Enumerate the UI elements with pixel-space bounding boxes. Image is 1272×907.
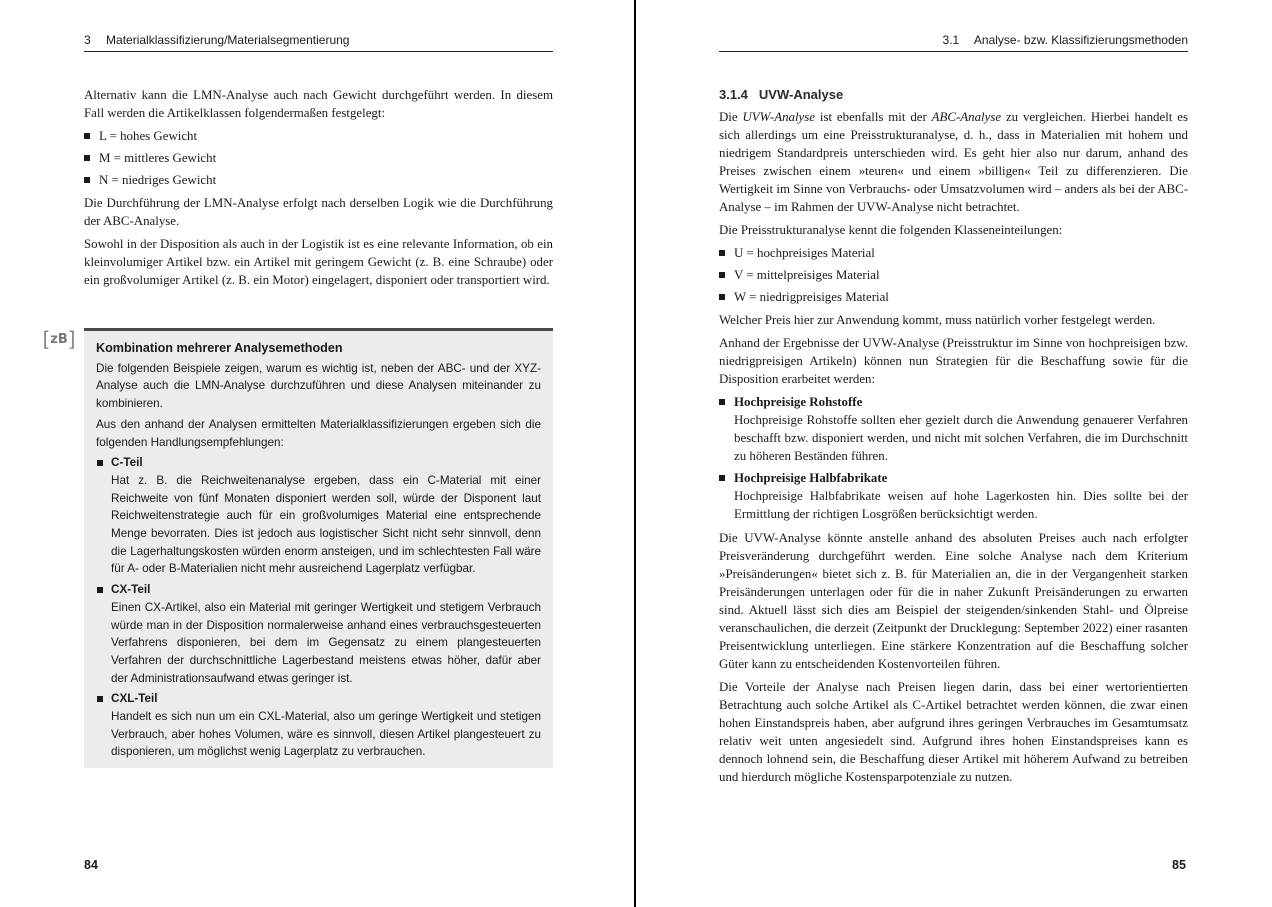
heading-title: UVW-Analyse: [758, 87, 844, 102]
box-recommendation-list: [96, 454, 541, 761]
item-text: Einen CX-Artikel, also ein Material mit geringer Wertigkeit und stetigem Verbrauch würde man in der Disposition normalerweise anhand eines verbrauchsgesteuerten Verfahrens disponieren, bei dem im Gegensatz zu einem plangesteuerten Verfahren der durchschnittliche Lagerbestand meistens etwas höher, dafür aber der Administrationsaufwand etwas geringer ist.: [111, 600, 541, 685]
chapter-number: 3: [84, 33, 91, 47]
box-title: Kombination mehrerer Analysemethoden: [96, 341, 343, 355]
running-head: [719, 33, 1188, 52]
box-paragraph: Aus den anhand der Analysen ermittelten Materialklassifizierungen ergeben sich die folgenden Handlungsempfehlungen:: [96, 417, 541, 449]
page-number: 85: [1172, 858, 1186, 872]
strategy-text: Hochpreisige Rohstoffe sollten eher gezielt durch die Anwendung genauerer Verfahren beschafft bzw. disponiert werden, und nicht mit solchen Verfahren, die im Durchschnitt zu höheren Beständen führen.: [734, 413, 1188, 463]
item-text: Hat z. B. die Reichweitenanalyse ergeben, dass ein C-Material mit einer Reichweite von fünf Monaten disponiert werden soll, würde der Disponent laut Reichweitenstrategie auch für ein großvolumiges Material eine entsprechende Menge bevorraten. Dies ist jedoch aus logistischer Sicht nicht sehr sinnvoll, denn die Lagerhaltungskosten würden enorm ansteigen, und im schlechtesten Fall wäre für A- oder B-Materialien nicht mehr ausreichend Lagerplatz verfügbar.: [111, 473, 541, 576]
left-body: [84, 86, 553, 294]
chapter-title: Materialklassifizierung/Materialsegmentierung: [106, 33, 350, 47]
section-title: Analyse- bzw. Klassifizierungsmethoden: [973, 33, 1188, 47]
box-paragraph: Die folgenden Beispiele zeigen, warum es wichtig ist, neben der ABC- und der XYZ-Analyse auch die LMN-Analyse durchzuführen und diese Analysen miteinander zu kombinieren.: [96, 361, 541, 411]
list-item: [719, 393, 1188, 465]
paragraph: Anhand der Ergebnisse der UVW-Analyse (Preisstruktur im Sinne von hochpreisigen bzw. niedrigpreisigen Artikeln) können nun Strategien für die Beschaffung sowie für die Disposition erarbeitet werden:: [719, 336, 1188, 386]
paragraph: Welcher Preis hier zur Anwendung kommt, muss natürlich vorher festgelegt werden.: [719, 313, 1156, 327]
example-box: [84, 328, 553, 768]
example-icon-label: zB: [50, 331, 68, 347]
paragraph: Die Durchführung der LMN-Analyse erfolgt nach derselben Logik wie die Durchführung der ABC-Analyse.: [84, 196, 553, 228]
list-item: [96, 454, 541, 578]
list-item: [96, 581, 541, 687]
list-item: [719, 469, 1188, 523]
item-text: Handelt es sich nun um ein CXL-Material, also um geringe Wertigkeit und stetigen Verbrauch, aber hohes Volumen, wäre es sinnvoll, diesen Artikel plangesteuert zu disponieren, um möglichst wenig Lagerplatz zu verbrauchen.: [111, 710, 541, 759]
lmn-class-list: [84, 127, 553, 189]
list-item: L = hohes Gewicht: [84, 127, 553, 145]
heading-number: 3.1.4: [719, 87, 748, 102]
list-item: W = niedrigpreisiges Material: [719, 288, 1188, 306]
list-item: V = mittelpreisiges Material: [719, 266, 1188, 284]
paragraph: Die Preisstrukturanalyse kennt die folgenden Klasseneinteilungen:: [719, 223, 1063, 237]
uvw-class-list: [719, 244, 1188, 306]
item-title: CXL-Teil: [111, 692, 158, 706]
paragraph: Die UVW-Analyse ist ebenfalls mit der ABC-Analyse zu vergleichen. Hierbei handelt es sich allerdings um eine Preisstrukturanalyse, d. h., dass in Materialien mit hohem und niedrigem Standardpreis unterschieden wird. Es geht hier also nur darum, anhand des Preises zwischen einem »teuren« und einem »billigen« Teil zu differenzieren. Die Wertigkeit im Sinne von Verbrauchs- oder Umsatzvolumen wird – anders als bei der ABC-Analyse – im Rahmen der UVW-Analyse nicht betrachtet.: [719, 110, 1188, 214]
item-title: C-Teil: [111, 456, 143, 470]
list-item: N = niedriges Gewicht: [84, 171, 553, 189]
paragraph: Die UVW-Analyse könnte anstelle anhand des absoluten Preises auch nach erfolgter Preisveränderung durchgeführt werden. Eine solche Analyse nach dem Kriterium »Preisänderungen« bietet sich z. B. für Materialien an, die in der Vergangenheit starken Preisänderungen unterlagen oder für die in naher Zukunft Preisänderungen zu erwarten sind. Aktuell lässt sich dies am Beispiel der steigenden/sinkenden Stahl- und Ölpreise veranschaulichen, die derzeit (Zeitpunkt der Drucklegung: September 2022) einer rasanten Preisentwicklung unterliegen. Eine stärkere Konzentration auf die Beschaffung solcher Güter kann zu entscheidenden Kostenvorteilen führen.: [719, 531, 1188, 671]
section-number: 3.1: [942, 33, 960, 47]
paragraph: Sowohl in der Disposition als auch in der Logistik ist es eine relevante Information, ob ein kleinvolumiger Artikel bzw. ein Artikel mit geringem Gewicht (z. B. eine Schraube) oder ein großvolumiger Artikel (z. B. ein Motor) eingelagert, disponiert oder transportiert wird.: [84, 237, 553, 287]
paragraph: Die Vorteile der Analyse nach Preisen liegen darin, dass bei einer wertorientierten Betrachtung auch solche Artikel als C-Artikel betrachtet werden können, die zwar einen hohen Einstandspreis haben, aber aufgrund ihres geringen Verbrauches im Gesamtumsatz relativ weit unten angesiedelt sind. Aufgrund ihres hohen Einstandspreises kann es dennoch lohnend sein, die Beschaffung dieser Artikel mit höherem Aufwand zu betreiben und hierdurch mögliche Kostensparpotenziale zu nutzen.: [719, 680, 1188, 784]
strategy-text: Hochpreisige Halbfabrikate weisen auf hohe Lagerkosten hin. Dies sollte bei der Ermittlung der richtigen Losgrößen berücksichtigt werden.: [734, 489, 1188, 521]
right-body: [719, 86, 1188, 791]
list-item: M = mittleres Gewicht: [84, 149, 553, 167]
item-title: CX-Teil: [111, 583, 151, 597]
list-item: U = hochpreisiges Material: [719, 244, 1188, 262]
running-head: [84, 33, 553, 52]
example-icon: [ zB ]: [42, 327, 76, 351]
page-number: 84: [84, 858, 98, 872]
intro-paragraph: Alternativ kann die LMN-Analyse auch nach Gewicht durchgeführt werden. In diesem Fall werden die Artikelklassen folgendermaßen festgelegt:: [84, 88, 553, 120]
right-page: [636, 0, 1272, 907]
list-item: [96, 690, 541, 761]
strategy-term: Hochpreisige Halbfabrikate: [734, 471, 888, 485]
strategy-term: Hochpreisige Rohstoffe: [734, 395, 863, 409]
section-heading: [719, 86, 1188, 104]
strategy-list: [719, 393, 1188, 523]
